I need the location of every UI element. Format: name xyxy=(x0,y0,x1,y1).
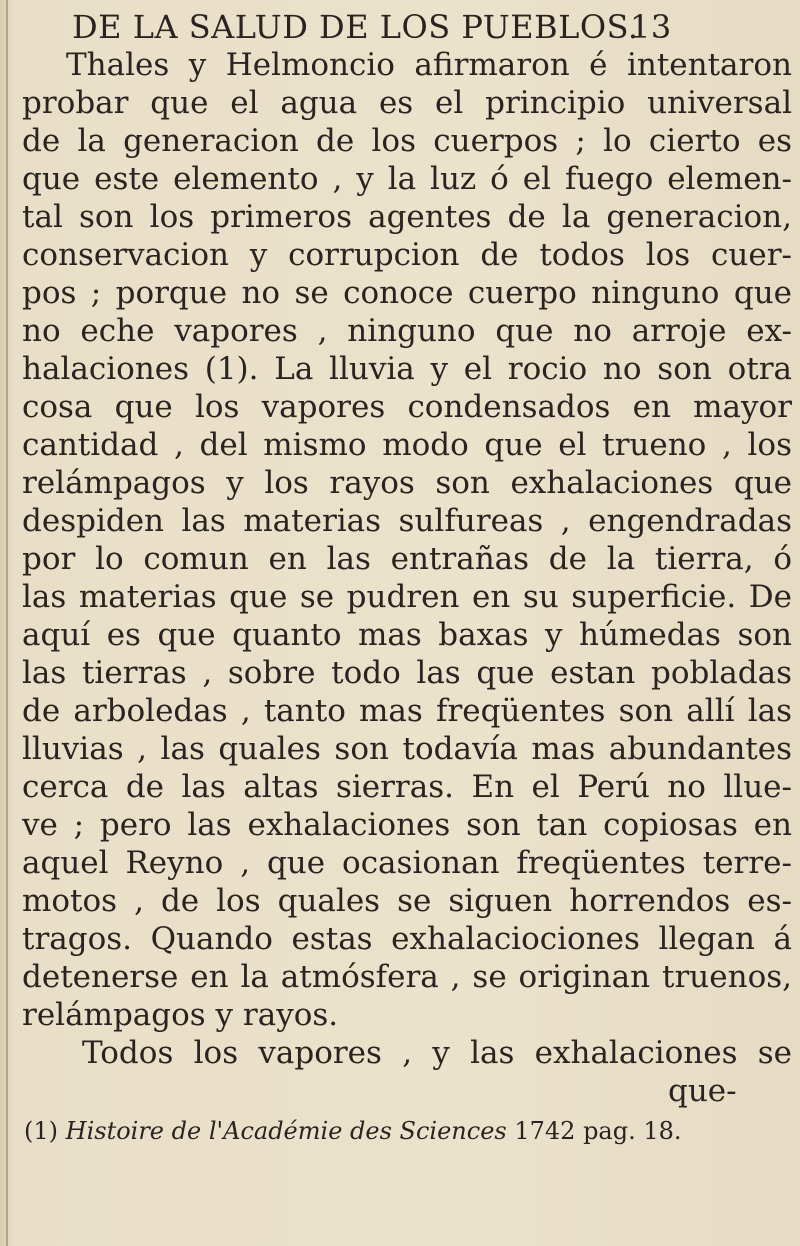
text-line: las materias que se pudren en su superficie. De xyxy=(22,579,792,615)
text-line: tragos. Quando estas exhalaciociones llegan á xyxy=(22,921,792,957)
text-line: relámpagos y los rayos son exhalaciones que xyxy=(22,465,792,501)
text-line: las tierras , sobre todo las que estan pobladas xyxy=(22,655,792,691)
text-line: de la generacion de los cuerpos ; lo cierto es xyxy=(22,123,792,159)
text-line: de arboledas , tanto mas freqüentes son allí las xyxy=(22,693,792,729)
text-line: Todos los vapores , y las exhalaciones se xyxy=(82,1035,792,1071)
text-line: detenerse en la atmósfera , se originan truenos, xyxy=(22,959,792,995)
catchword: que- xyxy=(668,1073,737,1109)
footnote-marker: (1) xyxy=(24,1117,58,1145)
footnote-title: Histoire de l'Académie des Sciences xyxy=(65,1117,507,1145)
page-number: 13 xyxy=(630,8,672,46)
header-title: DE LA SALUD DE LOS PUEBLOS. xyxy=(72,8,639,46)
text-line: pos ; porque no se conoce cuerpo ninguno que xyxy=(22,275,792,311)
text-line: lluvias , las quales son todavía mas abundantes xyxy=(22,731,792,767)
text-line: aquí es que quanto mas baxas y húmedas son xyxy=(22,617,792,653)
text-line: halaciones (1). La lluvia y el rocio no son otra xyxy=(22,351,792,387)
text-line: cantidad , del mismo modo que el trueno , los xyxy=(22,427,792,463)
text-line: cerca de las altas sierras. En el Perú no llue- xyxy=(22,769,792,805)
text-line: aquel Reyno , que ocasionan freqüentes terre- xyxy=(22,845,792,881)
text-line: tal son los primeros agentes de la generacion, xyxy=(22,199,792,235)
text-line: despiden las materias sulfureas , engendradas xyxy=(22,503,792,539)
text-line: probar que el agua es el principio universal xyxy=(22,85,792,121)
text-line: cosa que los vapores condensados en mayor xyxy=(22,389,792,425)
footnote-reference: 1742 pag. 18. xyxy=(514,1117,682,1145)
text-line: motos , de los quales se siguen horrendos es- xyxy=(22,883,792,919)
footnote xyxy=(24,1117,764,1145)
text-line: ve ; pero las exhalaciones son tan copiosas en xyxy=(22,807,792,843)
text-line: Thales y Helmoncio afirmaron é intentaron xyxy=(66,47,792,83)
text-line: conservacion y corrupcion de todos los cuer- xyxy=(22,237,792,273)
text-line: relámpagos y rayos. xyxy=(22,997,339,1033)
text-line: no eche vapores , ninguno que no arroje ex- xyxy=(22,313,792,349)
text-line: por lo comun en las entrañas de la tierra, ó xyxy=(22,541,792,577)
text-line: que este elemento , y la luz ó el fuego elemen- xyxy=(22,161,792,197)
running-header xyxy=(72,8,672,46)
page-edge xyxy=(6,0,8,1246)
